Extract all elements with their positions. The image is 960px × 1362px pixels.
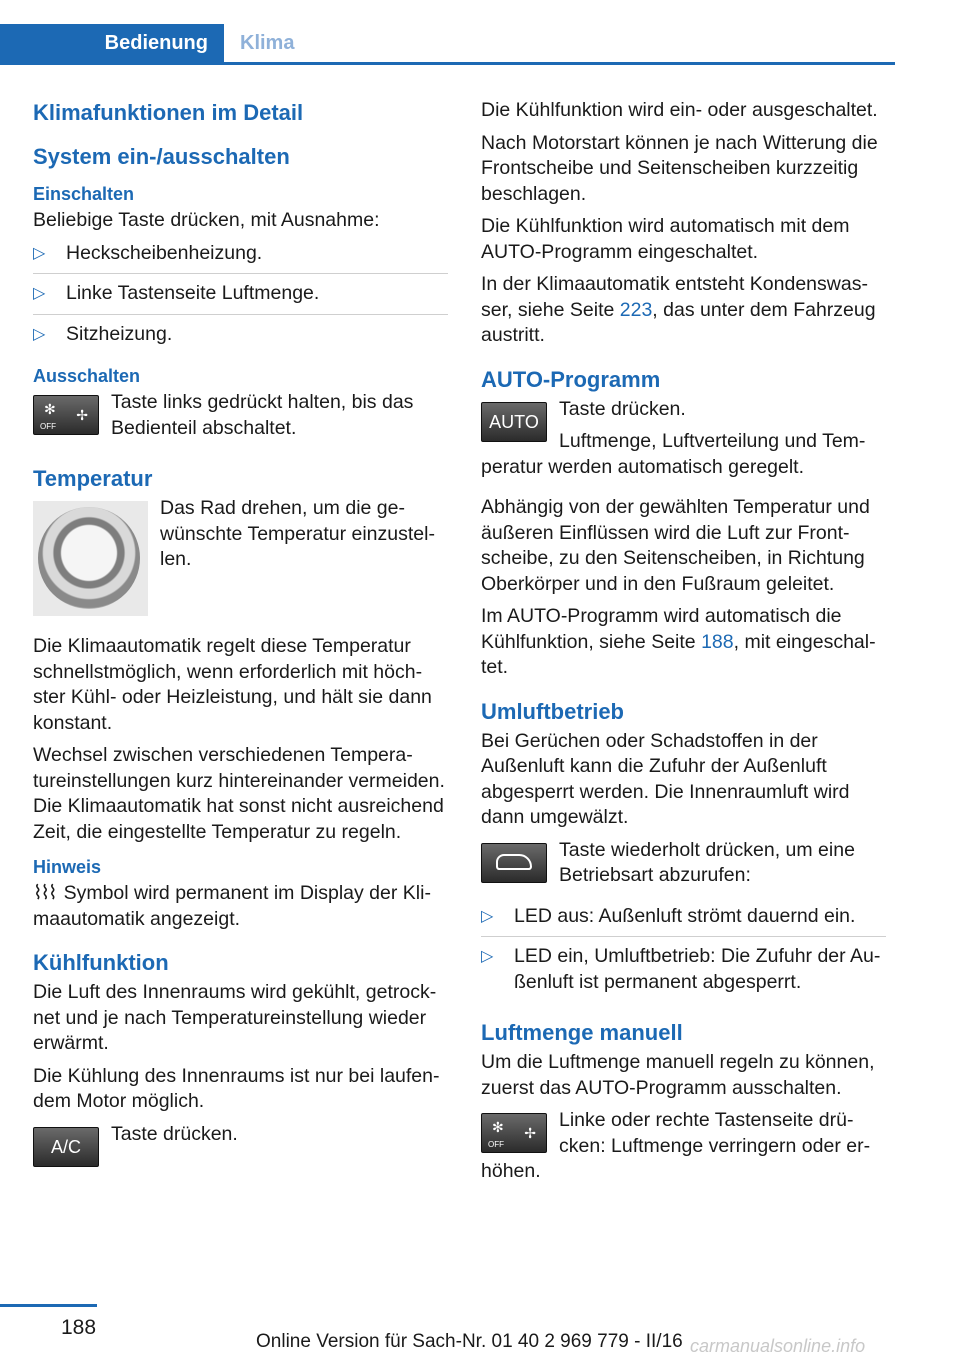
- umluft-list: [481, 904, 886, 1003]
- heading-temperatur: Temperatur: [33, 466, 153, 491]
- header-tabbar: [0, 24, 895, 65]
- triangle-bullet-icon: ▷: [33, 244, 46, 262]
- off-label: OFF: [40, 422, 56, 431]
- list-item: ▷ Sitzheizung.: [33, 322, 448, 355]
- recirculation-button-image: [481, 843, 547, 883]
- ac-text: Taste drücken.: [111, 1122, 238, 1145]
- page-number: 188: [61, 1316, 97, 1339]
- fan-icon: ✢: [524, 1125, 536, 1141]
- einschalten-list: [33, 241, 448, 355]
- page-link-223[interactable]: 223: [619, 298, 653, 321]
- heading-auto-programm: AUTO-Programm: [481, 366, 661, 392]
- einschalten-text: Beliebige Taste drücken, mit Ausnahme:: [33, 209, 380, 231]
- umluft-row: [481, 838, 886, 896]
- kuehl-text-2: Die Kühlung des Innenraums ist nur bei laufendem Motor möglich.: [33, 1064, 440, 1112]
- auto-text-3: Abhängig von der gewählten Temperatur und äußeren Einflüssen wird die Luft zur Frontscheibe, zu den Seitenscheiben, in Richtung Oberkörper und in den Fußraum geleitet.: [481, 496, 870, 595]
- tab-klima: Klima: [240, 32, 295, 54]
- temperatur-text-2: Wechsel zwischen verschiedenen Temperatureinstellungen kurz hintereinander vermeiden. Die Klimaautomatik hat sonst nicht ausreichend Zeit, die eingestellte Temperatur zu regeln.: [33, 744, 445, 843]
- heading-hinweis: Hinweis: [33, 857, 102, 877]
- watermark: carmanualsonline.info: [690, 1336, 866, 1356]
- heading-einschalten: Einschalten: [33, 184, 135, 204]
- heading-system: System ein-/ausschalten: [33, 144, 290, 169]
- right-text-1: Die Kühlfunktion wird ein- oder ausgeschaltet.: [481, 99, 878, 121]
- footer-bar: [0, 1304, 97, 1307]
- auto-text-4: Im AUTO-Programm wird automatisch die Kühlfunktion, siehe Seite 188, mit eingeschaltet.: [481, 605, 876, 678]
- heading-umluftbetrieb: Umluftbetrieb: [481, 698, 624, 724]
- fan-icon: ✢: [76, 407, 88, 423]
- luft-text-1: Um die Luftmenge manuell regeln zu können, zuerst das AUTO-Programm ausschalten.: [481, 1051, 875, 1099]
- ac-button-image: A/C: [33, 1127, 99, 1167]
- triangle-bullet-icon: ▷: [33, 285, 46, 302]
- kuehl-text-1: Die Luft des Innenraums wird gekühlt, getrocknet und je nach Temperatureinstellung wieder erwärmt.: [33, 981, 437, 1054]
- heading-ausschalten: Ausschalten: [33, 366, 141, 386]
- auto-text-1: Taste drücken.: [559, 397, 686, 420]
- right-text-3: Die Kühlfunktion wird automatisch mit dem AUTO-Programm eingeschaltet.: [481, 215, 850, 263]
- heading-kuehlfunktion: Kühlfunktion: [33, 950, 169, 975]
- hinweis-text: ⌇⌇⌇ Symbol wird permanent im Display der Klimaautomatik angezeigt.: [33, 882, 431, 930]
- auto-text-2: Luftmenge, Luftverteilung und Temperatur werden automatisch geregelt.: [481, 430, 866, 478]
- right-text-2: Nach Motorstart können je nach Witterung die Frontscheibe und Seitenscheiben kurzzeitig beschlagen.: [481, 131, 878, 205]
- temperature-dial-image: [33, 501, 148, 616]
- right-text-4: In der Klimaautomatik entsteht Kondenswasser, siehe Seite 223, das unter dem Fahrzeug austritt.: [481, 273, 876, 346]
- heading-luftmenge: Luftmenge manuell: [481, 1020, 683, 1045]
- online-version-text: Online Version für Sach-Nr. 01 40 2 969 779 - II/16: [256, 1331, 683, 1352]
- defrost-symbol-icon: ⌇⌇⌇: [33, 882, 56, 904]
- luftmenge-row: [481, 1108, 886, 1192]
- tab-bedienung: Bedienung: [0, 24, 224, 62]
- fan-off-button-image: [481, 1113, 547, 1153]
- list-item: ▷ LED ein, Umluftbetrieb: Die Zufuhr der Außenluft ist permanent abgesperrt.: [481, 945, 881, 993]
- umluft-btn-text: Taste wiederholt drücken, um eine Betriebsart abzurufen:: [559, 838, 855, 886]
- ausschalten-row: [33, 390, 448, 448]
- temperatur-dial-text: Das Rad drehen, um die gewünschte Temperatur einzustellen.: [160, 497, 435, 570]
- triangle-bullet-icon: ▷: [481, 948, 494, 965]
- right-column: [481, 98, 886, 1200]
- auto-row: [481, 397, 886, 488]
- car-recirculation-icon: [496, 854, 532, 870]
- triangle-bullet-icon: ▷: [481, 907, 494, 925]
- heading-klimafunktionen: Klimafunktionen im Detail: [33, 100, 304, 125]
- umluft-text-1: Bei Gerüchen oder Schadstoffen in der Außenluft kann die Zufuhr der Außenluft abgesperrt werden. Die Innenraumluft wird dann umgewälzt.: [481, 729, 850, 828]
- page-link-188[interactable]: 188: [701, 630, 734, 653]
- list-item: ▷ Heckscheibenheizung.: [33, 241, 448, 275]
- fan-off-button-image: [33, 395, 99, 435]
- fan-icon: ✻: [492, 1119, 504, 1135]
- triangle-bullet-icon: ▷: [33, 325, 46, 343]
- ausschalten-text: Taste links gedrückt halten, bis das Bedienteil abschaltet.: [111, 391, 414, 439]
- auto-button-image: AUTO: [481, 402, 547, 442]
- left-column: [33, 98, 448, 1179]
- dial-icon: [38, 507, 140, 609]
- off-label: OFF: [488, 1140, 504, 1149]
- luft-btn-text: Linke oder rechte Tastenseite drücken: Luftmenge verringern oder erhöhen.: [481, 1109, 871, 1182]
- temperatur-row: [33, 496, 448, 626]
- fan-icon: ✻: [44, 401, 56, 417]
- temperatur-text-1: Die Klimaautomatik regelt diese Temperatur schnellstmöglich, wenn erforderlich mit höchster Kühl- oder Heizleistung, und hält sie dann konstant.: [33, 635, 432, 734]
- list-item: ▷ Linke Tastenseite Luftmenge.: [33, 281, 448, 315]
- ac-row: [33, 1122, 448, 1171]
- list-item: ▷ LED aus: Außenluft strömt dauernd ein.: [481, 904, 886, 938]
